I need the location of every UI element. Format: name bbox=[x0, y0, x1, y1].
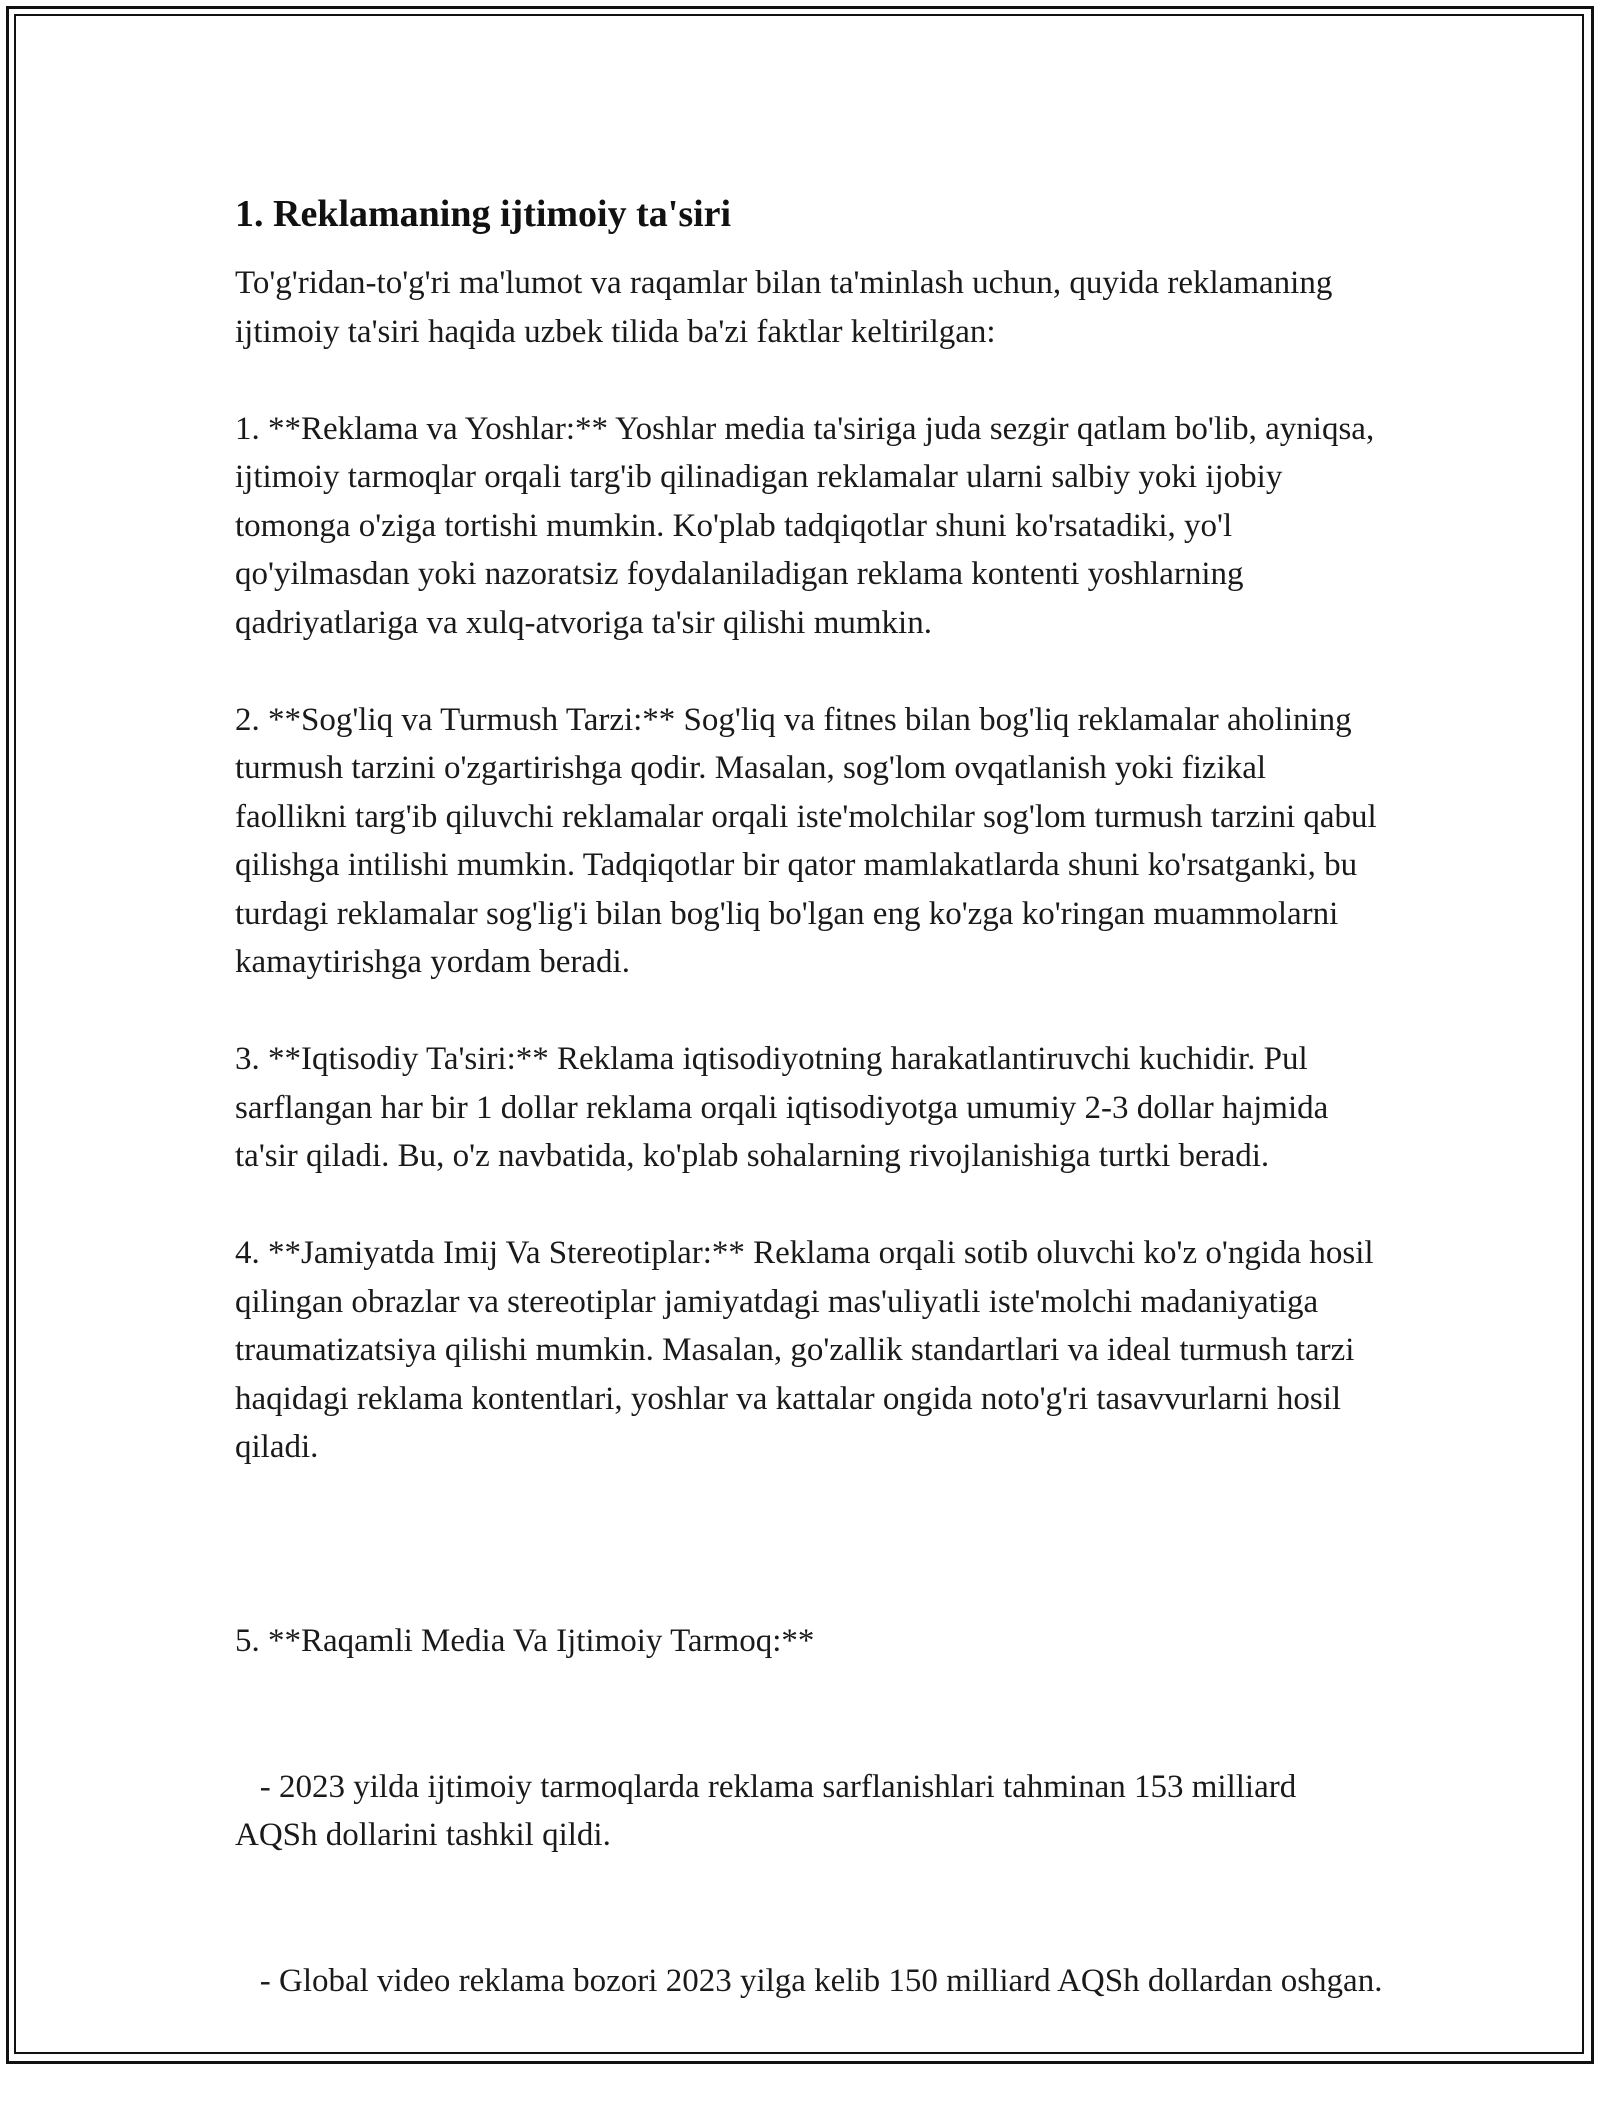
document-body bbox=[235, 185, 1385, 2102]
intro-paragraph: To'g'ridan-to'g'ri ma'lumot va raqamlar bilan ta'minlash uchun, quyida reklamaning ijtimoiy ta'siri haqida uzbek tilida ba'zi faktlar keltirilgan: bbox=[235, 265, 1341, 350]
point-1-paragraph: 1. **Reklama va Yoshlar:** Yoshlar media ta'siriga juda sezgir qatlam bo'lib, ayniqsa, ijtimoiy tarmoqlar orqali targ'ib qilinadigan reklamalar ularni salbiy yoki ijobiy tomonga o'ziga tortishi mumkin. Ko'plab tadqiqotlar shuni ko'rsatadiki, yo'l qo'yilmasdan yoki nazoratsiz foydalaniladigan reklama kontenti yoshlarning qadriyatlariga va xulq-atvoriga ta'sir qilishi mumkin. bbox=[235, 410, 1383, 641]
point-3-paragraph: 3. **Iqtisodiy Ta'siri:** Reklama iqtisodiyotning harakatlantiruvchi kuchidir. Pul sarflangan har bir 1 dollar reklama orqali iqtisodiyotga umumiy 2-3 dollar hajmida ta'sir qiladi. Bu, o'z navbatida, ko'plab sohalarning rivojlanishiga turtki beradi. bbox=[235, 1041, 1337, 1174]
point-4-paragraph: 4. **Jamiyatda Imij Va Stereotiplar:** Reklama orqali sotib oluvchi ko'z o'ngida hosil qilingan obrazlar va stereotiplar jamiyatdagi mas'uliyatli iste'molchi madaniyatiga traumatizatsiya qilishi mumkin. Masalan, go'zallik standartlari va ideal turmush tarzi haqidagi reklama kontentlari, yoshlar va kattalar ongida noto'g'ri tasavvurlarni hosil qiladi. bbox=[235, 1235, 1382, 1465]
section-heading: 1. Reklamaning ijtimoiy ta'siri bbox=[235, 193, 732, 235]
point-5-title: 5. **Raqamli Media Va Ijtimoiy Tarmoq:** bbox=[235, 1623, 815, 1659]
point-2-paragraph: 2. **Sog'liq va Turmush Tarzi:** Sog'liq va fitnes bilan bog'liq reklamalar aholining turmush tarzini o'zgartirishga qodir. Masalan, sog'lom ovqatlanish yoki fizikal faollikni targ'ib qiluvchi reklamalar orqali iste'molchilar sog'lom turmush tarzini qabul qilishga intilishi mumkin. Tadqiqotlar bir qator mamlakatlarda shuni ko'rsatganki, bu turdagi reklamalar sog'lig'i bilan bog'liq bo'lgan eng ko'zga ko'ringan muammolarni kamaytirishga yordam beradi. bbox=[235, 701, 1385, 980]
point-5-bullet-1: - 2023 yilda ijtimoiy tarmoqlarda reklama sarflanishlari tahminan 153 milliard AQSh dollarini tashkil qildi. bbox=[235, 1768, 1303, 1853]
point-5-bullet-2: - Global video reklama bozori 2023 yilga kelib 150 milliard AQSh dollardan oshgan. bbox=[235, 1962, 1383, 1999]
point-5-block bbox=[235, 1520, 1385, 2102]
